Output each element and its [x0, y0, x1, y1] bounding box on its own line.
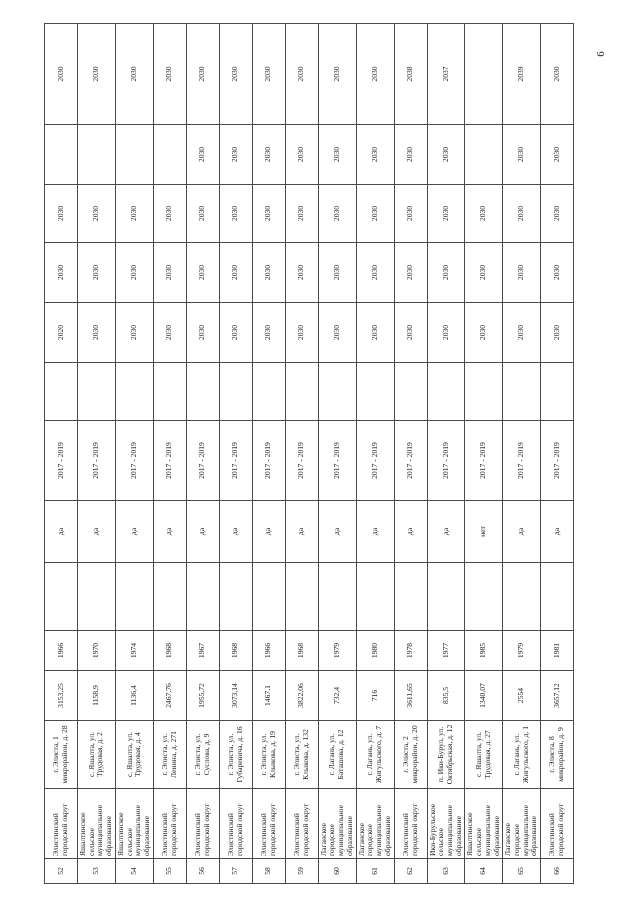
- year-cell-3: 2030: [252, 185, 285, 243]
- owner-cell: Яшалтинское сельское муниципальное образование: [78, 789, 116, 859]
- year-cell-4: [153, 125, 186, 185]
- flag-cell: да: [186, 501, 219, 563]
- year-cell-4: 2030: [219, 125, 252, 185]
- year-cell-5: 2037: [427, 24, 465, 125]
- year-cell-1: 2030: [356, 303, 394, 363]
- empty-cell: [318, 563, 356, 631]
- flag-cell: да: [394, 501, 427, 563]
- row-number: 65: [503, 859, 541, 884]
- year-built-cell: 1977: [427, 631, 465, 671]
- year-cell-4: [45, 125, 78, 185]
- year-cell-5: [465, 24, 503, 125]
- owner-cell: Элистинский городской округ: [541, 789, 574, 859]
- year-cell-3: 2030: [186, 185, 219, 243]
- empty-cell: [45, 563, 78, 631]
- year-built-cell: 1978: [394, 631, 427, 671]
- area-cell: 1955,72: [186, 671, 219, 721]
- rotated-page: [44, 24, 566, 884]
- address-cell: с. Яшалта, ул. Трудовая, д. 2: [78, 721, 116, 789]
- year-cell-5: 2030: [219, 24, 252, 125]
- year-cell-4: [115, 125, 153, 185]
- owner-cell: Яшалтинское сельское муниципальное образование: [115, 789, 153, 859]
- year-cell-3: 2030: [115, 185, 153, 243]
- flag-cell: да: [503, 501, 541, 563]
- page-number: 6: [594, 51, 607, 57]
- period-cell: 2017 - 2019: [541, 421, 574, 501]
- empty-cell: [186, 563, 219, 631]
- year-built-cell: 1967: [186, 631, 219, 671]
- table-row: [153, 24, 186, 884]
- year-cell-3: 2030: [285, 185, 318, 243]
- year-cell-4: 2030: [394, 125, 427, 185]
- year-cell-1: 2030: [153, 303, 186, 363]
- year-built-cell: 1966: [45, 631, 78, 671]
- period-cell: 2017 - 2019: [78, 421, 116, 501]
- area-cell: 2467,76: [153, 671, 186, 721]
- empty-cell: [465, 363, 503, 421]
- year-cell-2: 2030: [541, 243, 574, 303]
- period-cell: 2017 - 2019: [115, 421, 153, 501]
- year-cell-1: 2030: [503, 303, 541, 363]
- flag-cell: да: [45, 501, 78, 563]
- year-cell-3: 2030: [541, 185, 574, 243]
- table-row: [503, 24, 541, 884]
- row-number: 54: [115, 859, 153, 884]
- period-cell: 2017 - 2019: [219, 421, 252, 501]
- year-cell-4: 2030: [285, 125, 318, 185]
- year-cell-3: 2030: [465, 185, 503, 243]
- year-cell-4: 2030: [356, 125, 394, 185]
- owner-cell: Яшалтинское сельское муниципальное образование: [465, 789, 503, 859]
- period-cell: 2017 - 2019: [285, 421, 318, 501]
- address-cell: г. Лагань, ул. Жигульского, д. 1: [503, 721, 541, 789]
- area-cell: 1467,1: [252, 671, 285, 721]
- address-cell: с. Яшалта, ул. Трудовая, д. 4: [115, 721, 153, 789]
- period-cell: 2017 - 2019: [503, 421, 541, 501]
- row-number: 58: [252, 859, 285, 884]
- table-row: [78, 24, 116, 884]
- empty-cell: [153, 363, 186, 421]
- row-number: 61: [356, 859, 394, 884]
- year-cell-2: 2030: [186, 243, 219, 303]
- year-cell-3: 2030: [356, 185, 394, 243]
- area-cell: 2554: [503, 671, 541, 721]
- row-number: 62: [394, 859, 427, 884]
- year-cell-5: 2030: [541, 24, 574, 125]
- year-cell-1: 2030: [285, 303, 318, 363]
- year-cell-1: 2030: [394, 303, 427, 363]
- year-cell-3: 2030: [318, 185, 356, 243]
- address-cell: г. Элиста, ул. Суслова, д. 9: [186, 721, 219, 789]
- year-cell-4: 2030: [318, 125, 356, 185]
- address-cell: г. Элиста, ул. Клыкова, д. 132: [285, 721, 318, 789]
- year-cell-3: 2030: [503, 185, 541, 243]
- year-cell-1: 2030: [318, 303, 356, 363]
- year-cell-2: 2030: [427, 243, 465, 303]
- flag-cell: да: [252, 501, 285, 563]
- year-cell-5: 2038: [394, 24, 427, 125]
- table-row: [394, 24, 427, 884]
- row-number: 55: [153, 859, 186, 884]
- owner-cell: Элистинский городской округ: [186, 789, 219, 859]
- area-cell: 3153,25: [45, 671, 78, 721]
- year-cell-2: 2030: [318, 243, 356, 303]
- year-cell-1: 2030: [78, 303, 116, 363]
- owner-cell: Лаганское городское муниципальное образование: [318, 789, 356, 859]
- table-row: [465, 24, 503, 884]
- year-cell-4: 2030: [252, 125, 285, 185]
- year-cell-2: 2030: [503, 243, 541, 303]
- year-cell-4: 2030: [427, 125, 465, 185]
- empty-cell: [115, 363, 153, 421]
- table-row: [285, 24, 318, 884]
- empty-cell: [503, 363, 541, 421]
- year-built-cell: 1966: [252, 631, 285, 671]
- year-built-cell: 1970: [78, 631, 116, 671]
- year-cell-1: 2030: [252, 303, 285, 363]
- empty-cell: [541, 563, 574, 631]
- flag-cell: да: [356, 501, 394, 563]
- year-built-cell: 1979: [503, 631, 541, 671]
- year-cell-5: 2030: [78, 24, 116, 125]
- year-cell-1: 2030: [186, 303, 219, 363]
- year-built-cell: 1974: [115, 631, 153, 671]
- address-cell: г. Элиста, 1 микрорайон, д. 28: [45, 721, 78, 789]
- flag-cell: да: [427, 501, 465, 563]
- year-cell-2: 2030: [219, 243, 252, 303]
- year-cell-4: 2030: [186, 125, 219, 185]
- empty-cell: [285, 563, 318, 631]
- year-built-cell: 1980: [356, 631, 394, 671]
- area-cell: 835,5: [427, 671, 465, 721]
- address-cell: г. Элиста, 8 микрорайон, д. 9: [541, 721, 574, 789]
- empty-cell: [219, 563, 252, 631]
- area-cell: 3822,06: [285, 671, 318, 721]
- empty-cell: [427, 563, 465, 631]
- address-cell: г. Элиста, ул. Губаревича, д. 16: [219, 721, 252, 789]
- address-cell: г. Элиста, ул. Ленина, д. 271: [153, 721, 186, 789]
- year-cell-1: 2030: [219, 303, 252, 363]
- year-built-cell: 1968: [153, 631, 186, 671]
- row-number: 52: [45, 859, 78, 884]
- owner-cell: Лаганское городское муниципальное образование: [503, 789, 541, 859]
- flag-cell: да: [219, 501, 252, 563]
- empty-cell: [356, 563, 394, 631]
- table-row: [318, 24, 356, 884]
- year-cell-3: 2030: [153, 185, 186, 243]
- year-cell-4: [78, 125, 116, 185]
- year-cell-2: 2030: [285, 243, 318, 303]
- area-cell: 716: [356, 671, 394, 721]
- year-built-cell: 1979: [318, 631, 356, 671]
- period-cell: 2017 - 2019: [252, 421, 285, 501]
- table-row: [115, 24, 153, 884]
- year-cell-2: 2030: [465, 243, 503, 303]
- empty-cell: [394, 363, 427, 421]
- address-cell: г. Элиста, 2 микрорайон, д. 20: [394, 721, 427, 789]
- table-row: [356, 24, 394, 884]
- area-cell: 1136,4: [115, 671, 153, 721]
- address-cell: г. Лагань, ул. Баташова, д. 12: [318, 721, 356, 789]
- owner-cell: Элистинский городской округ: [394, 789, 427, 859]
- empty-cell: [541, 363, 574, 421]
- owner-cell: Элистинский городской округ: [219, 789, 252, 859]
- owner-cell: Ики-Бурульское сельское муниципальное образование: [427, 789, 465, 859]
- owner-cell: Элистинский городской округ: [153, 789, 186, 859]
- year-cell-4: 2030: [541, 125, 574, 185]
- year-cell-5: 2030: [318, 24, 356, 125]
- empty-cell: [503, 563, 541, 631]
- empty-cell: [356, 363, 394, 421]
- row-number: 59: [285, 859, 318, 884]
- owner-cell: Элистинский городской округ: [45, 789, 78, 859]
- empty-cell: [78, 363, 116, 421]
- empty-cell: [45, 363, 78, 421]
- housing-table: [44, 23, 574, 884]
- year-cell-3: 2030: [78, 185, 116, 243]
- period-cell: 2017 - 2019: [153, 421, 186, 501]
- period-cell: 2017 - 2019: [45, 421, 78, 501]
- area-cell: 3611,65: [394, 671, 427, 721]
- year-cell-5: 2030: [186, 24, 219, 125]
- flag-cell: да: [153, 501, 186, 563]
- year-cell-1: 2020: [45, 303, 78, 363]
- flag-cell: да: [78, 501, 116, 563]
- year-cell-5: 2030: [285, 24, 318, 125]
- area-cell: 3657,12: [541, 671, 574, 721]
- area-cell: 1340,07: [465, 671, 503, 721]
- row-number: 64: [465, 859, 503, 884]
- flag-cell: да: [541, 501, 574, 563]
- row-number: 53: [78, 859, 116, 884]
- table-body: [45, 24, 574, 884]
- period-cell: 2017 - 2019: [465, 421, 503, 501]
- year-cell-2: 2030: [153, 243, 186, 303]
- address-cell: п. Ики-Бурул, ул. Октябрьская, д. 12: [427, 721, 465, 789]
- area-cell: 3073,14: [219, 671, 252, 721]
- year-built-cell: 1968: [285, 631, 318, 671]
- year-built-cell: 1985: [465, 631, 503, 671]
- empty-cell: [153, 563, 186, 631]
- row-number: 66: [541, 859, 574, 884]
- year-cell-1: 2030: [465, 303, 503, 363]
- flag-cell: нет: [465, 501, 503, 563]
- address-cell: г. Элиста, ул. Клыкова, д. 19: [252, 721, 285, 789]
- empty-cell: [285, 363, 318, 421]
- row-number: 60: [318, 859, 356, 884]
- owner-cell: Элистинский городской округ: [252, 789, 285, 859]
- row-number: 56: [186, 859, 219, 884]
- year-cell-3: 2030: [219, 185, 252, 243]
- year-cell-5: 2039: [503, 24, 541, 125]
- empty-cell: [186, 363, 219, 421]
- year-cell-3: 2030: [394, 185, 427, 243]
- year-cell-5: 2030: [115, 24, 153, 125]
- year-cell-1: 2030: [427, 303, 465, 363]
- empty-cell: [252, 563, 285, 631]
- year-cell-2: 2030: [115, 243, 153, 303]
- period-cell: 2017 - 2019: [186, 421, 219, 501]
- year-built-cell: 1968: [219, 631, 252, 671]
- year-cell-3: 2030: [427, 185, 465, 243]
- table-row: [541, 24, 574, 884]
- empty-cell: [252, 363, 285, 421]
- year-cell-4: 2030: [503, 125, 541, 185]
- table-row: [427, 24, 465, 884]
- year-cell-2: 2030: [78, 243, 116, 303]
- year-cell-2: 2030: [394, 243, 427, 303]
- empty-cell: [78, 563, 116, 631]
- empty-cell: [219, 363, 252, 421]
- area-cell: 1158,9: [78, 671, 116, 721]
- year-cell-1: 2030: [541, 303, 574, 363]
- period-cell: 2017 - 2019: [427, 421, 465, 501]
- empty-cell: [394, 563, 427, 631]
- flag-cell: да: [285, 501, 318, 563]
- empty-cell: [318, 363, 356, 421]
- empty-cell: [115, 563, 153, 631]
- year-cell-3: 2030: [45, 185, 78, 243]
- flag-cell: да: [318, 501, 356, 563]
- year-cell-1: 2030: [115, 303, 153, 363]
- year-cell-5: 2030: [45, 24, 78, 125]
- period-cell: 2017 - 2019: [318, 421, 356, 501]
- row-number: 57: [219, 859, 252, 884]
- owner-cell: Элистинский городской округ: [285, 789, 318, 859]
- table-row: [186, 24, 219, 884]
- address-cell: г. Лагань, ул. Жигульского, д. 7: [356, 721, 394, 789]
- address-cell: с. Яшалта, ул. Трудовая, д. 27: [465, 721, 503, 789]
- flag-cell: да: [115, 501, 153, 563]
- table-row: [219, 24, 252, 884]
- year-cell-5: 2030: [356, 24, 394, 125]
- table-row: [252, 24, 285, 884]
- period-cell: 2017 - 2019: [356, 421, 394, 501]
- year-built-cell: 1981: [541, 631, 574, 671]
- empty-cell: [427, 363, 465, 421]
- owner-cell: Лаганское городское муниципальное образование: [356, 789, 394, 859]
- table-row: [45, 24, 78, 884]
- area-cell: 732,4: [318, 671, 356, 721]
- row-number: 63: [427, 859, 465, 884]
- year-cell-2: 2030: [252, 243, 285, 303]
- year-cell-2: 2030: [356, 243, 394, 303]
- year-cell-5: 2030: [252, 24, 285, 125]
- year-cell-4: [465, 125, 503, 185]
- period-cell: 2017 - 2019: [394, 421, 427, 501]
- empty-cell: [465, 563, 503, 631]
- year-cell-5: 2030: [153, 24, 186, 125]
- year-cell-2: 2030: [45, 243, 78, 303]
